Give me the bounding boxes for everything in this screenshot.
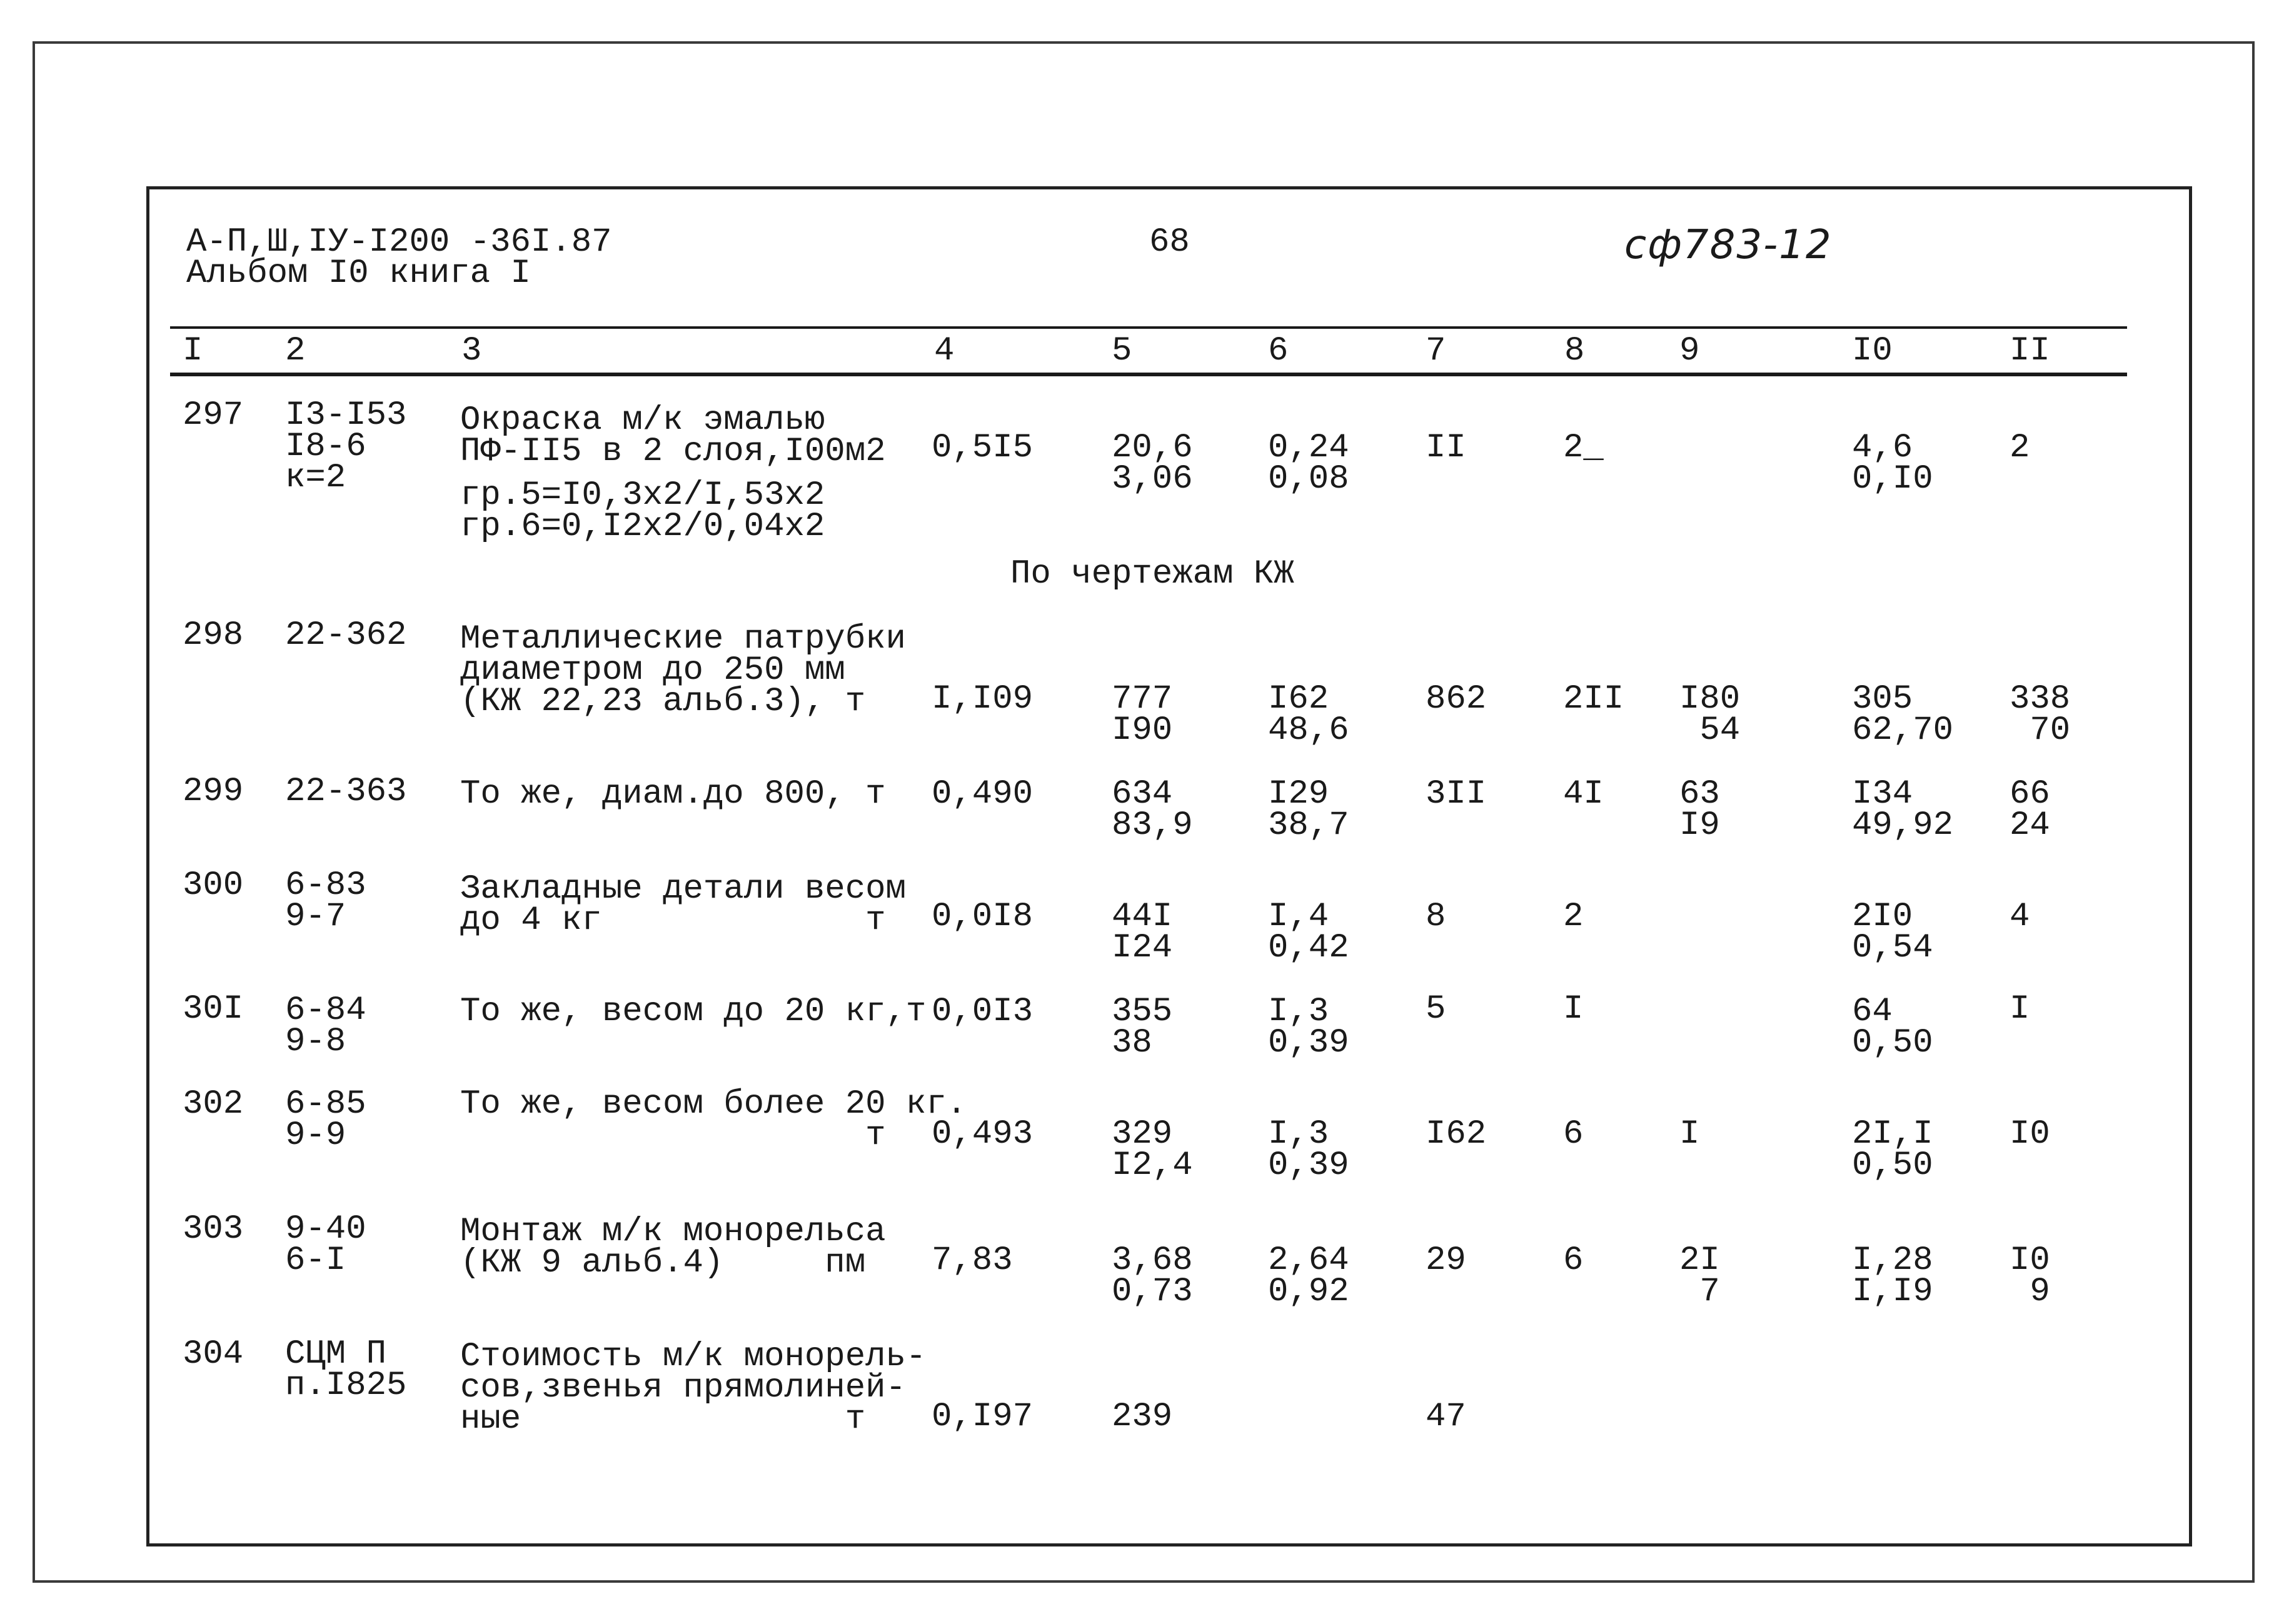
cell-col11: 2 — [2010, 429, 2030, 467]
cell-col11: 66 24 — [2010, 775, 2050, 845]
col-header-4: 4 — [934, 332, 955, 370]
cell-col9: I — [1679, 1115, 1700, 1153]
col-header-2: 2 — [285, 332, 306, 370]
doc-title-line2: Альбом I0 книга I — [186, 254, 531, 293]
col-header-6: 6 — [1268, 332, 1289, 370]
cell-col7: 862 — [1426, 680, 1487, 718]
cell-col10: 2I,I 0,50 — [1852, 1115, 1933, 1185]
row-description: То же, весом до 20 кг,т — [460, 993, 927, 1031]
cell-col11: I0 9 — [2010, 1241, 2050, 1311]
cell-col5: 634 83,9 — [1112, 775, 1193, 845]
cell-col6: 0,24 0,08 — [1268, 429, 1349, 498]
cell-col8: 2II — [1563, 680, 1624, 718]
col-header-10: I0 — [1852, 332, 1893, 370]
doc-title-line1: А-П,Ш,IУ-I200 -36I.87 — [186, 223, 612, 261]
cell-col5: 44I I24 — [1112, 898, 1173, 967]
cell-col7: I62 — [1426, 1115, 1487, 1153]
row-description: То же, диам.до 800, т — [460, 775, 886, 813]
cell-col8: 6 — [1563, 1115, 1584, 1153]
cell-col4: 0,490 — [932, 775, 1034, 813]
cell-col6: I62 48,6 — [1268, 680, 1349, 749]
cell-col4: 0,493 — [932, 1115, 1034, 1153]
cell-col11: 4 — [2010, 898, 2030, 936]
cell-col6: I,3 0,39 — [1268, 1115, 1349, 1185]
row-number: 304 — [183, 1335, 244, 1373]
row-description: Окраска м/к эмалью ПФ-II5 в 2 слоя,I00м2 — [460, 401, 886, 471]
cell-col8: 4I — [1563, 775, 1604, 813]
cell-col10: 305 62,70 — [1852, 680, 1954, 749]
cell-col9: 63 I9 — [1679, 775, 1720, 845]
cell-col7: 5 — [1426, 990, 1446, 1028]
row-code: I3-I53 I8-6 к=2 — [285, 396, 407, 497]
col-header-3: 3 — [461, 332, 482, 370]
cell-col4: 0,0I8 — [932, 898, 1034, 936]
cell-col5: 777 I90 — [1112, 680, 1173, 749]
cell-col7: 3II — [1426, 775, 1487, 813]
row-code: 6-83 9-7 — [285, 866, 366, 936]
cell-col4: 7,83 — [932, 1241, 1013, 1280]
row-number: 300 — [183, 866, 244, 905]
row-code: 6-85 9-9 — [285, 1085, 366, 1155]
cell-col6: I,4 0,42 — [1268, 898, 1349, 967]
cell-col9: I80 54 — [1679, 680, 1741, 749]
row-code: 9-40 6-I — [285, 1210, 366, 1280]
cell-col8: I — [1563, 990, 1584, 1028]
row-code: 6-84 9-8 — [285, 991, 366, 1061]
cell-col10: 2I0 0,54 — [1852, 898, 1933, 967]
col-header-9: 9 — [1679, 332, 1700, 370]
cell-col11: I — [2010, 990, 2030, 1028]
row-number: 30I — [183, 990, 244, 1028]
cell-col11: 338 70 — [2010, 680, 2071, 749]
doc-code: сф783-12 — [1624, 222, 1833, 268]
cell-col8: 2 — [1563, 898, 1584, 936]
cell-col7: 29 — [1426, 1241, 1466, 1280]
row-description: Монтаж м/к монорельса (КЖ 9 альб.4) пм — [460, 1213, 886, 1282]
row-description: Стоимость м/к монорель- сов,звенья прямолиней- ные т — [460, 1338, 927, 1438]
cell-col4: 0,I97 — [932, 1398, 1034, 1436]
row-number: 298 — [183, 616, 244, 654]
row-description: Закладные детали весом до 4 кг т — [460, 870, 906, 940]
sheet-frame — [146, 186, 2192, 1546]
section-note: По чертежам КЖ — [1010, 555, 1294, 593]
cell-col6: I29 38,7 — [1268, 775, 1349, 845]
row-code: СЦМ П п.I825 — [285, 1335, 407, 1405]
cell-col11: I0 — [2010, 1115, 2050, 1153]
col-header-8: 8 — [1564, 332, 1585, 370]
row-code: 22-363 — [285, 773, 407, 811]
col-header-11: II — [2010, 332, 2050, 370]
col-header-7: 7 — [1426, 332, 1446, 370]
cell-col10: 4,6 0,I0 — [1852, 429, 1933, 498]
cell-col10: I34 49,92 — [1852, 775, 1954, 845]
cell-col5: 355 38 — [1112, 993, 1173, 1062]
row-description-extra: гр.5=I0,3х2/I,53х2 гр.6=0,I2х2/0,04х2 — [460, 476, 825, 546]
cell-col6: I,3 0,39 — [1268, 993, 1349, 1062]
cell-col7: 8 — [1426, 898, 1446, 936]
row-description: То же, весом более 20 кг. т — [460, 1085, 967, 1155]
cell-col10: 64 0,50 — [1852, 993, 1933, 1062]
cell-col5: 329 I2,4 — [1112, 1115, 1193, 1185]
row-number: 297 — [183, 396, 244, 434]
page-number: 68 — [1149, 223, 1190, 261]
cell-col4: 0,5I5 — [932, 429, 1034, 467]
cell-col4: 0,0I3 — [932, 993, 1034, 1031]
row-number: 299 — [183, 773, 244, 811]
cell-col5: 239 — [1112, 1398, 1173, 1436]
cell-col7: 47 — [1426, 1398, 1466, 1436]
col-header-1: I — [183, 332, 203, 370]
header-rule-bottom — [170, 373, 2127, 376]
cell-col6: 2,64 0,92 — [1268, 1241, 1349, 1311]
header-rule-top — [170, 326, 2127, 329]
col-header-5: 5 — [1112, 332, 1132, 370]
cell-col8: 6 — [1563, 1241, 1584, 1280]
cell-col5: 3,68 0,73 — [1112, 1241, 1193, 1311]
cell-col10: I,28 I,I9 — [1852, 1241, 1933, 1311]
row-number: 303 — [183, 1210, 244, 1248]
cell-col5: 20,6 3,06 — [1112, 429, 1193, 498]
row-code: 22-362 — [285, 616, 407, 654]
cell-col9: 2I 7 — [1679, 1241, 1720, 1311]
row-description: Металлические патрубки диаметром до 250 мм (КЖ 22,23 альб.3), т — [460, 620, 906, 721]
cell-col8: 2_ — [1563, 429, 1604, 467]
row-number: 302 — [183, 1085, 244, 1123]
cell-col7: II — [1426, 429, 1466, 467]
cell-col4: I,I09 — [932, 680, 1034, 718]
